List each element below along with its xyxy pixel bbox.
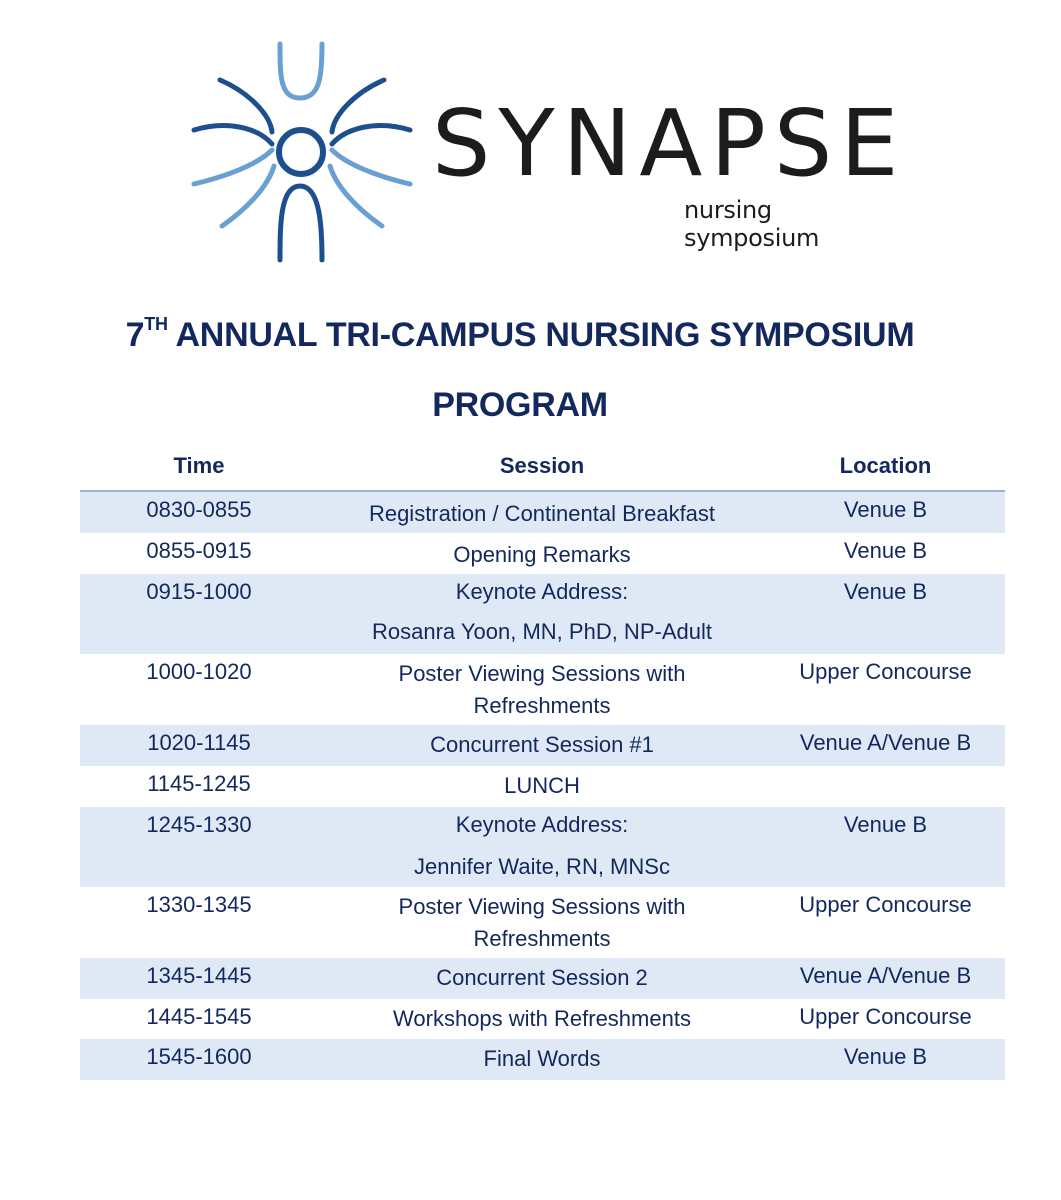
synapse-starburst-icon	[188, 36, 418, 268]
program-table	[80, 448, 1005, 1080]
row-session: Poster Viewing Sessions with	[398, 894, 686, 919]
title-rest: ANNUAL TRI-CAMPUS NURSING SYMPOSIUM	[167, 316, 915, 354]
table-header	[80, 448, 1005, 492]
table-row	[80, 999, 1005, 1039]
title-ordinal-number: 7	[125, 316, 145, 354]
synapse-logo	[188, 36, 907, 268]
row-session: Opening Remarks	[453, 542, 631, 567]
row-location: Venue B	[843, 538, 928, 563]
logo-wordmark: SYNAPSE	[432, 90, 907, 197]
logo-tagline: nursing symposium	[684, 196, 820, 252]
row-location: Upper Concourse	[799, 892, 972, 917]
row-location: Venue A/Venue B	[799, 730, 972, 755]
row-time: 1145-1245	[147, 771, 251, 796]
row-session-detail: Refreshments	[473, 693, 611, 718]
page-title	[0, 316, 1040, 355]
row-time: 1545-1600	[146, 1044, 252, 1069]
row-session: Workshops with Refreshments	[393, 1006, 691, 1031]
header-time: Time	[173, 453, 225, 478]
row-session: Concurrent Session 2	[436, 965, 648, 990]
table-row	[80, 1039, 1005, 1080]
table-row	[80, 492, 1005, 533]
row-session-detail: Jennifer Waite, RN, MNSc	[414, 854, 670, 879]
table-row	[80, 958, 1005, 999]
row-time: 1000-1020	[146, 659, 252, 684]
row-location: Upper Concourse	[799, 1004, 972, 1029]
table-row	[80, 574, 1005, 654]
row-time: 0855-0915	[146, 538, 252, 563]
row-session: Keynote Address:	[455, 579, 629, 604]
page-subtitle: PROGRAM	[432, 386, 608, 424]
table-row	[80, 725, 1005, 766]
table-row	[80, 654, 1005, 725]
table-row	[80, 766, 1005, 807]
row-session: Final Words	[483, 1046, 601, 1071]
row-location: Venue B	[843, 812, 928, 837]
row-location: Upper Concourse	[799, 659, 972, 684]
row-time: 1345-1445	[146, 963, 252, 988]
row-location: Venue B	[843, 579, 928, 604]
row-time: 0915-1000	[146, 579, 252, 604]
table-row	[80, 533, 1005, 574]
table-row	[80, 807, 1005, 887]
row-time: 1020-1145	[147, 730, 251, 755]
row-time: 1330-1345	[146, 892, 252, 917]
row-session-detail: Refreshments	[473, 926, 611, 951]
row-time: 1245-1330	[146, 812, 252, 837]
row-time: 1445-1545	[146, 1004, 252, 1029]
row-session: Concurrent Session #1	[430, 732, 654, 757]
row-session-detail: Rosanra Yoon, MN, PhD, NP-Adult	[372, 619, 712, 644]
table-row	[80, 887, 1005, 958]
header-session: Session	[499, 453, 585, 478]
row-time: 0830-0855	[146, 497, 252, 522]
row-location: Venue A/Venue B	[799, 963, 972, 988]
header-location: Location	[839, 453, 932, 478]
row-location: Venue B	[843, 497, 928, 522]
row-session: Keynote Address:	[455, 812, 629, 837]
row-session: LUNCH	[504, 773, 580, 798]
row-location: Venue B	[843, 1044, 928, 1069]
title-ordinal-suffix: TH	[144, 314, 168, 334]
row-session: Registration / Continental Breakfast	[368, 501, 716, 526]
row-session: Poster Viewing Sessions with	[398, 661, 686, 686]
